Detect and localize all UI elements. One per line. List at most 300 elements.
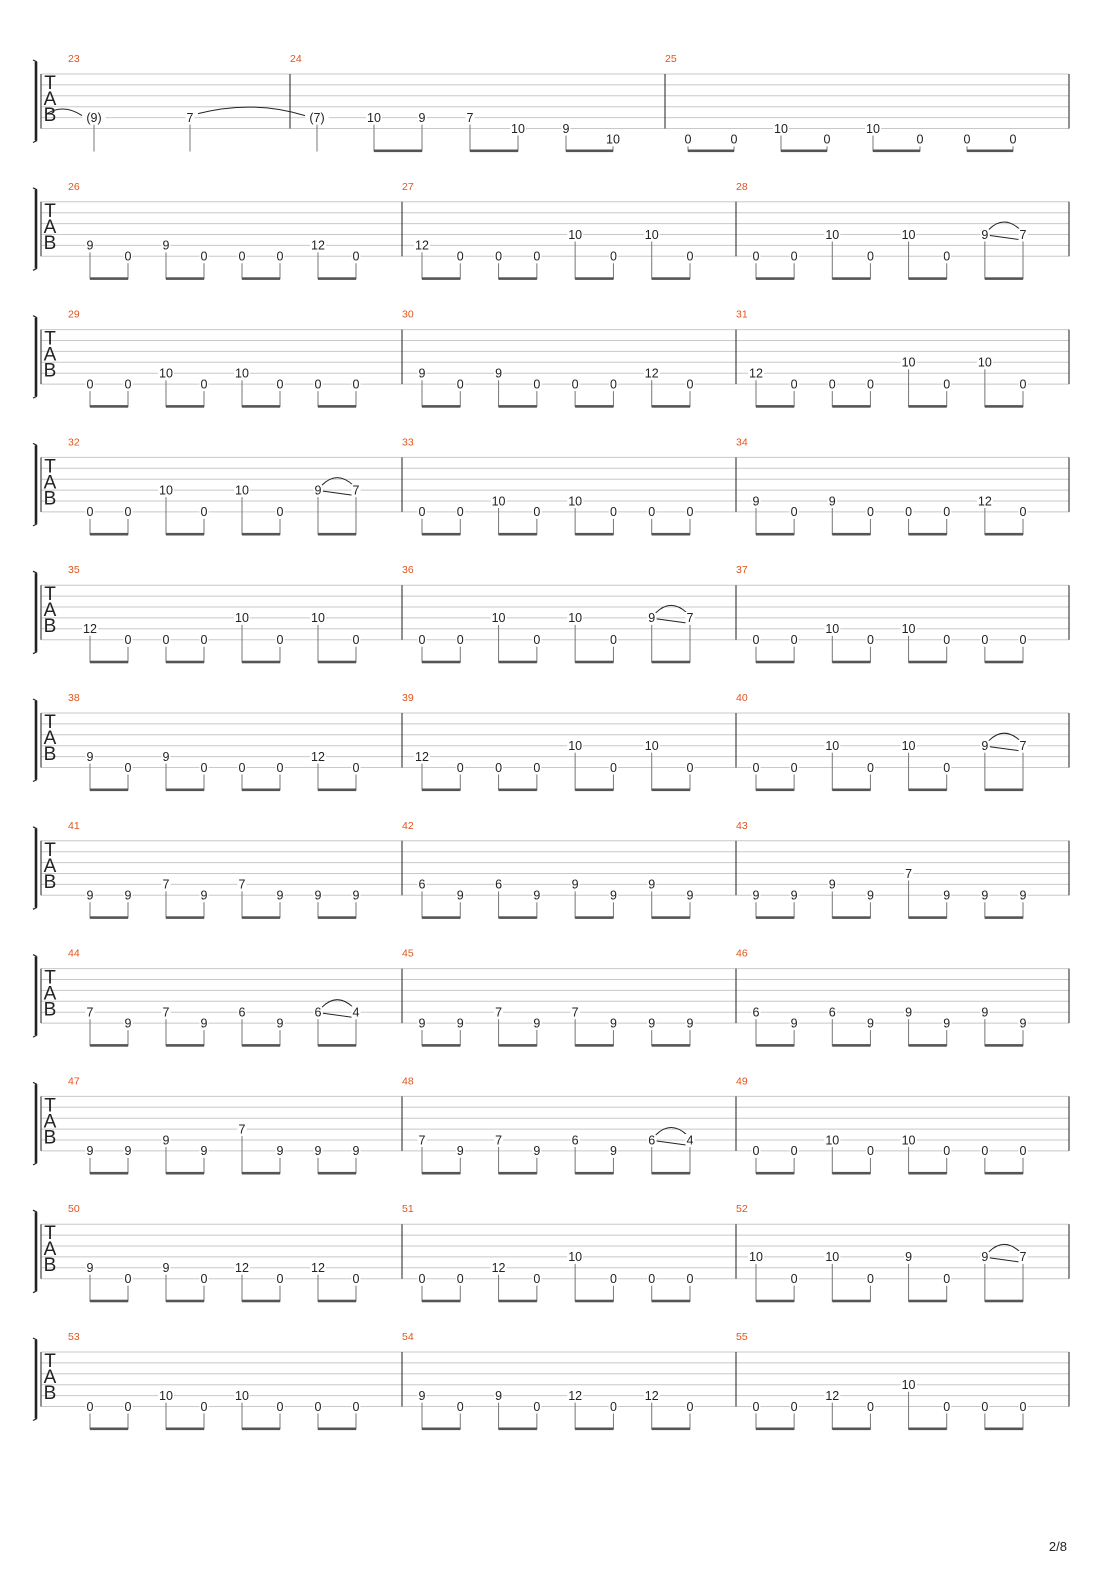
fret-number: 9 xyxy=(981,888,989,903)
fret-number: 0 xyxy=(314,1399,322,1414)
beam xyxy=(242,405,280,408)
tab-clef-letter: A xyxy=(43,728,57,749)
bracket-top-hook xyxy=(33,1338,37,1340)
tab-clef-letter: T xyxy=(44,839,56,861)
fret-number: 10 xyxy=(977,355,992,370)
fret-number: 0 xyxy=(916,132,924,147)
measure-51 xyxy=(402,1203,695,1302)
bracket-top-hook xyxy=(33,443,37,445)
fret-number: 0 xyxy=(866,1144,874,1159)
fret-number: 9 xyxy=(86,749,94,764)
measure-27 xyxy=(402,181,695,280)
beam xyxy=(242,789,280,792)
beam xyxy=(166,1300,204,1303)
fret-number: 9 xyxy=(124,1144,132,1159)
fret-number: 0 xyxy=(352,377,360,392)
bracket-bottom-hook xyxy=(33,141,37,143)
slide-line xyxy=(990,1258,1019,1262)
fret-number: 0 xyxy=(981,1144,989,1159)
tab-clef-letter: T xyxy=(44,712,56,733)
fret-number: 9 xyxy=(418,366,426,381)
fret-number: 9 xyxy=(314,483,322,498)
measure-number: 30 xyxy=(402,308,414,321)
beam xyxy=(756,916,794,919)
beam xyxy=(242,533,280,536)
beam xyxy=(318,405,356,408)
fret-number: 10 xyxy=(568,611,583,626)
fret-number: 0 xyxy=(866,505,874,520)
beam xyxy=(652,1044,690,1047)
tab-clef-letter: A xyxy=(43,600,57,622)
measure-31 xyxy=(736,309,1028,408)
slide-line xyxy=(323,1013,352,1017)
measure-number: 37 xyxy=(736,564,748,577)
slide-line xyxy=(323,491,352,495)
fret-number: 10 xyxy=(568,739,583,753)
bracket-bottom-hook xyxy=(33,396,37,398)
beam xyxy=(652,916,690,919)
beam xyxy=(318,1428,356,1431)
measure-29 xyxy=(68,309,361,408)
fret-number: 7 xyxy=(466,110,474,125)
beam xyxy=(499,1172,537,1175)
fret-number: 0 xyxy=(314,377,322,392)
fret-number: 10 xyxy=(159,366,173,381)
tab-system xyxy=(33,181,1069,280)
fret-number: 6 xyxy=(828,1005,836,1020)
fret-number: 0 xyxy=(752,760,760,775)
beam xyxy=(422,533,460,536)
fret-number: 7 xyxy=(1019,227,1027,242)
fret-number: 0 xyxy=(533,760,541,775)
beam xyxy=(832,661,870,664)
fret-number: 7 xyxy=(686,611,694,626)
fret-number: 4 xyxy=(352,1005,360,1020)
measure-49 xyxy=(736,1075,1028,1174)
beam xyxy=(90,1044,128,1047)
measure-number: 47 xyxy=(68,1075,80,1088)
beam xyxy=(166,789,204,792)
beam xyxy=(575,1172,613,1175)
measure-42 xyxy=(402,820,695,919)
fret-number: 9 xyxy=(1019,888,1027,903)
fret-number: 9 xyxy=(866,888,874,903)
beam xyxy=(422,277,460,280)
fret-number: 12 xyxy=(311,238,325,253)
tab-clef-letter: T xyxy=(44,584,56,606)
tab-clef-letter: A xyxy=(43,216,57,238)
bracket-bottom-hook xyxy=(33,268,37,270)
beam xyxy=(166,405,204,408)
beam xyxy=(422,1428,460,1431)
fret-number: 0 xyxy=(238,249,246,264)
beam xyxy=(756,789,794,792)
fret-number: 9 xyxy=(905,1005,913,1020)
fret-number: 0 xyxy=(200,760,208,775)
beam xyxy=(318,533,356,536)
fret-number: 0 xyxy=(352,1399,360,1414)
beam xyxy=(756,1044,794,1047)
slide-line xyxy=(657,619,686,623)
fret-number: 10 xyxy=(866,121,880,136)
fret-number: 9 xyxy=(943,888,951,903)
fret-number: 0 xyxy=(943,1399,951,1414)
tab-clef-letter: B xyxy=(43,1383,57,1404)
tab-clef-letter: T xyxy=(44,1095,56,1117)
fret-number: 0 xyxy=(276,1272,284,1286)
fret-number: 0 xyxy=(238,760,246,775)
beam xyxy=(909,1300,947,1303)
measure-23 xyxy=(47,53,305,152)
fret-number: 0 xyxy=(790,1272,798,1286)
beam xyxy=(985,1172,1023,1175)
beam xyxy=(985,789,1023,792)
measure-26 xyxy=(68,181,361,280)
bracket-top-hook xyxy=(33,188,37,190)
beam xyxy=(756,533,794,536)
beam xyxy=(499,661,537,664)
measure-number: 34 xyxy=(736,436,748,449)
fret-number: 10 xyxy=(825,227,840,242)
beam xyxy=(90,405,128,408)
beam xyxy=(832,789,870,792)
fret-number: 0 xyxy=(276,1399,284,1414)
fret-number: 0 xyxy=(352,249,360,264)
beam xyxy=(575,1300,613,1303)
fret-number: 9 xyxy=(828,494,836,509)
measure-number: 36 xyxy=(402,564,414,577)
beam xyxy=(499,405,537,408)
beam xyxy=(909,789,947,792)
tab-clef-letter: T xyxy=(44,200,56,222)
fret-number: 0 xyxy=(866,1272,874,1286)
fret-number: 9 xyxy=(200,888,208,903)
beam xyxy=(652,533,690,536)
bracket-bottom-hook xyxy=(33,652,37,654)
beam xyxy=(985,533,1023,536)
fret-number: 9 xyxy=(314,888,322,903)
fret-number: 0 xyxy=(86,505,94,520)
measure-number: 32 xyxy=(68,436,80,449)
fret-number: 9 xyxy=(495,366,503,381)
tab-clef-letter: B xyxy=(43,999,57,1021)
beam xyxy=(985,277,1023,280)
beam xyxy=(90,277,128,280)
fret-number: 0 xyxy=(571,377,579,392)
beam xyxy=(499,533,537,536)
fret-number: 0 xyxy=(124,1399,132,1414)
fret-number: 7 xyxy=(186,110,194,125)
beam xyxy=(318,916,356,919)
fret-number: 0 xyxy=(790,633,798,647)
beam xyxy=(575,1044,613,1047)
measure-number: 25 xyxy=(665,53,677,65)
fret-number: (9) xyxy=(86,110,102,125)
fret-number: 0 xyxy=(418,505,426,520)
fret-number: 10 xyxy=(511,121,525,136)
fret-number: 10 xyxy=(568,1250,583,1265)
fret-number: 9 xyxy=(418,1016,426,1031)
fret-number: 0 xyxy=(533,377,541,392)
beam xyxy=(909,1044,947,1047)
fret-number: 0 xyxy=(456,633,464,647)
bracket-top-hook xyxy=(33,60,37,62)
fret-number: 10 xyxy=(749,1250,763,1265)
beam xyxy=(756,277,794,280)
measure-39 xyxy=(402,692,695,791)
fret-number: 10 xyxy=(235,611,249,626)
fret-number: 7 xyxy=(86,1005,94,1020)
fret-number: 9 xyxy=(790,888,798,903)
fret-number: 7 xyxy=(162,877,170,892)
fret-number: 0 xyxy=(1019,1144,1027,1159)
fret-number: 10 xyxy=(159,1388,173,1403)
fret-number: 0 xyxy=(456,1399,464,1414)
fret-number: 12 xyxy=(311,1261,325,1276)
beam xyxy=(832,1172,870,1175)
measure-number: 38 xyxy=(68,692,80,704)
bracket-bottom-hook xyxy=(33,1419,37,1421)
fret-number: 0 xyxy=(609,249,617,264)
fret-number: 0 xyxy=(124,1272,132,1286)
fret-number: 9 xyxy=(495,1388,503,1403)
fret-number: 12 xyxy=(749,366,763,381)
tab-clef-letter: A xyxy=(43,1239,57,1261)
fret-number: 9 xyxy=(609,888,617,903)
fret-number: 9 xyxy=(162,749,170,764)
measure-number: 40 xyxy=(736,692,748,704)
beam xyxy=(90,1300,128,1303)
fret-number: 0 xyxy=(1019,633,1027,647)
fret-number: 0 xyxy=(456,1272,464,1286)
beam xyxy=(652,1428,690,1431)
measure-number: 27 xyxy=(402,180,414,193)
measure-number: 35 xyxy=(68,564,80,577)
measure-24 xyxy=(290,53,621,152)
fret-number: 0 xyxy=(981,633,989,647)
fret-number: 7 xyxy=(418,1133,426,1148)
beam xyxy=(575,916,613,919)
bracket-top-hook xyxy=(33,316,37,318)
fret-number: 0 xyxy=(866,760,874,775)
measure-47 xyxy=(68,1075,361,1174)
tab-clef-letter: A xyxy=(43,1111,57,1133)
beam xyxy=(422,405,460,408)
fret-number: 9 xyxy=(866,1016,874,1031)
fret-number: 0 xyxy=(790,249,798,264)
fret-number: 0 xyxy=(276,633,284,647)
beam xyxy=(318,1172,356,1175)
fret-number: 0 xyxy=(686,1399,694,1414)
fret-number: 0 xyxy=(790,1399,798,1414)
fret-number: 0 xyxy=(943,633,951,647)
fret-number: 0 xyxy=(124,249,132,264)
fret-number: 0 xyxy=(162,633,170,647)
measure-number: 23 xyxy=(68,53,80,65)
beam xyxy=(166,533,204,536)
measure-number: 33 xyxy=(402,436,414,449)
measure-54 xyxy=(402,1331,695,1430)
fret-number: 0 xyxy=(533,633,541,647)
fret-number: 10 xyxy=(644,739,659,753)
fret-number: 9 xyxy=(562,121,570,136)
fret-number: 9 xyxy=(418,1388,426,1403)
fret-number: 9 xyxy=(456,1016,464,1031)
beam xyxy=(166,661,204,664)
beam xyxy=(422,1172,460,1175)
tab-system xyxy=(33,1203,1069,1302)
beam xyxy=(422,1300,460,1303)
beam xyxy=(967,150,1013,153)
measure-30 xyxy=(402,309,695,408)
tab-clef-letter: T xyxy=(44,1223,56,1245)
tab-clef-letter: B xyxy=(43,616,57,638)
beam xyxy=(832,277,870,280)
fret-number: 0 xyxy=(828,377,836,392)
fret-number: 9 xyxy=(200,1016,208,1031)
measure-number: 42 xyxy=(402,819,414,832)
fret-number: 10 xyxy=(568,227,583,242)
measure-number: 29 xyxy=(68,308,80,321)
beam xyxy=(652,1172,690,1175)
fret-number: 0 xyxy=(276,505,284,520)
fret-number: (7) xyxy=(309,110,325,125)
fret-number: 9 xyxy=(162,1261,170,1276)
fret-number: 0 xyxy=(963,132,971,147)
beam xyxy=(575,661,613,664)
fret-number: 9 xyxy=(648,1016,656,1031)
beam xyxy=(90,533,128,536)
fret-number: 7 xyxy=(238,877,246,892)
fret-number: 0 xyxy=(648,505,656,520)
beam xyxy=(166,277,204,280)
fret-number: 0 xyxy=(943,377,951,392)
measure-number: 44 xyxy=(68,947,80,960)
measure-number: 49 xyxy=(736,1075,748,1088)
bracket-top-hook xyxy=(33,1210,37,1212)
measure-46 xyxy=(736,948,1028,1047)
beam xyxy=(318,789,356,792)
fret-number: 0 xyxy=(790,1144,798,1159)
fret-number: 0 xyxy=(1019,505,1027,520)
fret-number: 9 xyxy=(609,1016,617,1031)
fret-number: 9 xyxy=(533,1144,541,1159)
measure-32 xyxy=(68,436,361,535)
beam xyxy=(499,789,537,792)
tab-system xyxy=(33,53,1069,152)
fret-number: 0 xyxy=(790,760,798,775)
beam xyxy=(242,916,280,919)
fret-number: 0 xyxy=(418,1272,426,1286)
fret-number: 4 xyxy=(686,1133,694,1148)
beam xyxy=(832,533,870,536)
tab-clef-letter: T xyxy=(44,967,56,989)
fret-number: 0 xyxy=(200,1272,208,1286)
fret-number: 10 xyxy=(491,611,506,626)
measure-44 xyxy=(68,948,361,1047)
bracket-bottom-hook xyxy=(33,907,37,909)
fret-number: 0 xyxy=(533,1272,541,1286)
beam xyxy=(575,789,613,792)
tab-system xyxy=(33,948,1069,1047)
fret-number: 0 xyxy=(276,249,284,264)
beam xyxy=(166,1044,204,1047)
fret-number: 9 xyxy=(981,227,989,242)
fret-number: 10 xyxy=(491,494,506,509)
beam xyxy=(242,1044,280,1047)
beam xyxy=(242,277,280,280)
bracket-top-hook xyxy=(33,955,37,957)
fret-number: 9 xyxy=(162,238,170,253)
tab-clef-letter: B xyxy=(43,1127,57,1149)
measure-number: 45 xyxy=(402,947,414,960)
tab-system xyxy=(33,1075,1069,1174)
fret-number: 0 xyxy=(124,505,132,520)
fret-number: 9 xyxy=(1019,1016,1027,1031)
fret-number: 10 xyxy=(644,227,659,242)
beam xyxy=(318,1044,356,1047)
measure-35 xyxy=(68,564,361,663)
beam xyxy=(242,1172,280,1175)
fret-number: 0 xyxy=(752,633,760,647)
fret-number: 0 xyxy=(495,760,503,775)
tab-clef-letter: B xyxy=(43,871,57,893)
tab-clef-letter: A xyxy=(43,344,57,366)
fret-number: 7 xyxy=(905,866,913,881)
fret-number: 12 xyxy=(568,1388,583,1403)
fret-number: 12 xyxy=(977,494,992,509)
beam xyxy=(575,277,613,280)
beam xyxy=(318,1300,356,1303)
fret-number: 6 xyxy=(314,1005,322,1020)
fret-number: 0 xyxy=(686,760,694,775)
fret-number: 0 xyxy=(686,377,694,392)
fret-number: 0 xyxy=(124,760,132,775)
fret-number: 0 xyxy=(943,505,951,520)
fret-number: 10 xyxy=(901,227,916,242)
tab-system xyxy=(33,436,1069,535)
fret-number: 9 xyxy=(86,1144,94,1159)
measure-number: 41 xyxy=(68,819,80,832)
fret-number: 9 xyxy=(686,888,694,903)
fret-number: 9 xyxy=(86,238,94,253)
tie-arc xyxy=(198,107,305,116)
fret-number: 7 xyxy=(495,1133,503,1148)
fret-number: 0 xyxy=(730,132,738,147)
beam xyxy=(832,1300,870,1303)
beam xyxy=(832,1044,870,1047)
beam xyxy=(470,150,518,153)
fret-number: 9 xyxy=(456,1144,464,1159)
fret-number: 0 xyxy=(686,249,694,264)
fret-number: 0 xyxy=(418,633,426,647)
fret-number: 7 xyxy=(1019,1250,1027,1265)
measure-number: 31 xyxy=(736,308,748,321)
fret-number: 9 xyxy=(314,1144,322,1159)
beam xyxy=(985,1044,1023,1047)
fret-number: 10 xyxy=(825,739,840,753)
fret-number: 9 xyxy=(905,1250,913,1265)
fret-number: 9 xyxy=(571,877,579,892)
beam xyxy=(909,916,947,919)
fret-number: 0 xyxy=(609,505,617,520)
bracket-bottom-hook xyxy=(33,1035,37,1037)
fret-number: 0 xyxy=(866,377,874,392)
beam xyxy=(166,916,204,919)
beam xyxy=(90,916,128,919)
fret-number: 0 xyxy=(352,760,360,775)
beam xyxy=(756,1172,794,1175)
